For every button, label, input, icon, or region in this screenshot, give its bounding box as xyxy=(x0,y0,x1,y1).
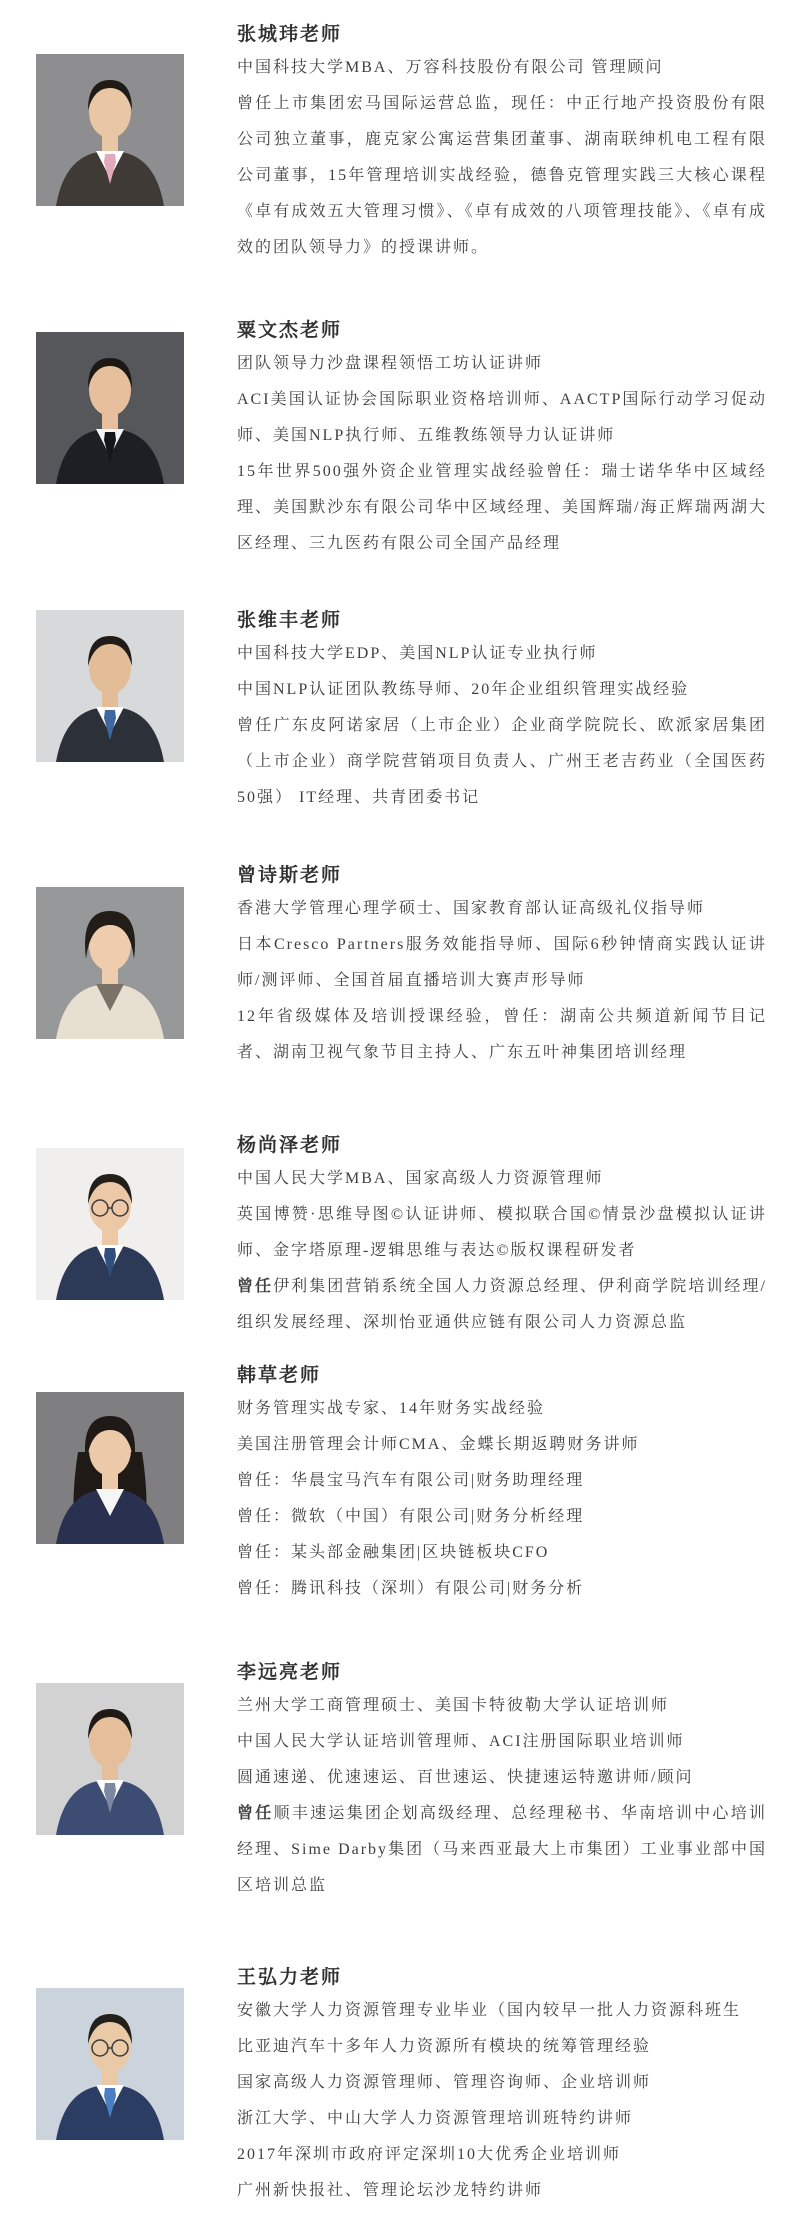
teacher-bio-paragraph: 英国博赞·思维导图©认证讲师、模拟联合国©情景沙盘模拟认证讲师、金字塔原理-逻辑思维与表达©版权课程研发者 xyxy=(237,1206,767,1259)
person-portrait-icon xyxy=(36,1148,184,1300)
teacher-bio-paragraph: 曾任伊利集团营销系统全国人力资源总经理、伊利商学院培训经理/组织发展经理、深圳怡亚通供应链有限公司人力资源总监 xyxy=(237,1278,767,1331)
teacher-bio-paragraph: 曾任上市集团宏马国际运营总监，现任：中正行地产投资股份有限公司独立董事，鹿克家公寓运营集团董事、湖南联绅机电工程有限公司董事，15年管理培训实战经验，德鲁克管理实践三大核心课程《卓有成效五大管理习惯》、《卓有成效的八项管理技能》、《卓有成效的团队领导力》的授课讲师。 xyxy=(237,95,767,256)
teacher-info xyxy=(237,1660,767,1904)
teacher-bio-paragraph: 比亚迪汽车十多年人力资源所有模块的统筹管理经验 xyxy=(237,2038,652,2055)
teacher-bio-paragraph: 中国科技大学MBA、万容科技股份有限公司 管理顾问 xyxy=(237,59,664,76)
teacher-bio-paragraph: 兰州大学工商管理硕士、美国卡特彼勒大学认证培训师 xyxy=(237,1697,670,1714)
teacher-bio-paragraph: 12年省级媒体及培训授课经验，曾任：湖南公共频道新闻节目记者、湖南卫视气象节目主持人、广东五叶神集团培训经理 xyxy=(237,1008,767,1061)
teacher-bio-paragraph: 国家高级人力资源管理师、管理咨询师、企业培训师 xyxy=(237,2074,652,2091)
teacher-bio-paragraph: 曾任广东皮阿诺家居（上市企业）企业商学院院长、欧派家居集团（上市企业）商学院营销项目负责人、广州王老吉药业（全国医药50强） IT经理、共青团委书记 xyxy=(237,717,767,806)
teacher-info xyxy=(237,1363,767,1607)
teacher-info xyxy=(237,318,767,562)
teacher-bio xyxy=(237,50,767,266)
teacher-bio-paragraph: 曾任：微软（中国）有限公司|财务分析经理 xyxy=(237,1508,585,1525)
teacher-bio-paragraph: 香港大学管理心理学硕士、国家教育部认证高级礼仪指导师 xyxy=(237,900,706,917)
teacher-bio-paragraph: 财务管理实战专家、14年财务实战经验 xyxy=(237,1400,546,1417)
teacher-bio xyxy=(237,1993,767,2209)
teacher-photo xyxy=(36,1988,184,2140)
teacher-name: 张城玮老师 xyxy=(237,24,343,45)
teacher-name: 韩草老师 xyxy=(237,1365,322,1386)
teacher-name: 李远亮老师 xyxy=(237,1662,343,1683)
teacher-bio-paragraph: ACI美国认证协会国际职业资格培训师、AACTP国际行动学习促动师、美国NLP执行师、五维教练领导力认证讲师 xyxy=(237,391,767,444)
teacher-bio-paragraph: 圆通速递、优速速运、百世速运、快捷速运特邀讲师/顾问 xyxy=(237,1769,694,1786)
teacher-bio-paragraph: 中国人民大学MBA、国家高级人力资源管理师 xyxy=(237,1170,604,1187)
teacher-bio-paragraph: 中国NLP认证团队教练导师、20年企业组织管理实战经验 xyxy=(237,681,690,698)
teacher-bio xyxy=(237,891,767,1071)
person-portrait-icon xyxy=(36,1683,184,1835)
teacher-bio-paragraph: 曾任：某头部金融集团|区块链板块CFO xyxy=(237,1544,550,1561)
teacher-photo xyxy=(36,1148,184,1300)
person-portrait-icon xyxy=(36,332,184,484)
teacher-bio-paragraph: 中国人民大学认证培训管理师、ACI注册国际职业培训师 xyxy=(237,1733,685,1750)
teacher-bio-paragraph: 安徽大学人力资源管理专业毕业（国内较早一批人力资源科班生 xyxy=(237,2002,742,2019)
teacher-photo xyxy=(36,1392,184,1544)
person-portrait-icon xyxy=(36,610,184,762)
teacher-bio xyxy=(237,1161,767,1341)
teacher-info xyxy=(237,22,767,266)
teacher-info xyxy=(237,1965,767,2209)
teacher-photo xyxy=(36,332,184,484)
person-portrait-icon xyxy=(36,887,184,1039)
person-portrait-icon xyxy=(36,54,184,206)
teacher-bio-paragraph: 浙江大学、中山大学人力资源管理培训班特约讲师 xyxy=(237,2110,634,2127)
teacher-name: 曾诗斯老师 xyxy=(237,865,343,886)
teacher-info xyxy=(237,863,767,1071)
teacher-name: 王弘力老师 xyxy=(237,1967,343,1988)
teacher-bio-paragraph: 广州新快报社、管理论坛沙龙特约讲师 xyxy=(237,2182,544,2199)
teacher-bio-paragraph: 团队领导力沙盘课程领悟工坊认证讲师 xyxy=(237,355,544,372)
teacher-name: 粟文杰老师 xyxy=(237,320,343,341)
teacher-bio-paragraph: 曾任：腾讯科技（深圳）有限公司|财务分析 xyxy=(237,1580,585,1597)
teacher-photo xyxy=(36,1683,184,1835)
teacher-bio xyxy=(237,1391,767,1607)
person-portrait-icon xyxy=(36,1988,184,2140)
teacher-bio-paragraph: 15年世界500强外资企业管理实战经验曾任：瑞士诺华华中区域经理、美国默沙东有限公司华中区域经理、美国辉瑞/海正辉瑞两湖大区经理、三九医药有限公司全国产品经理 xyxy=(237,463,767,552)
teacher-photo xyxy=(36,54,184,206)
teacher-name: 杨尚泽老师 xyxy=(237,1135,343,1156)
teacher-bio-paragraph: 日本Cresco Partners服务效能指导师、国际6秒钟情商实践认证讲师/测评师、全国首届直播培训大赛声形导师 xyxy=(237,936,767,989)
teacher-photo xyxy=(36,887,184,1039)
teacher-bio xyxy=(237,1688,767,1904)
teacher-bio xyxy=(237,346,767,562)
teacher-info xyxy=(237,608,767,816)
teacher-bio xyxy=(237,636,767,816)
teacher-photo xyxy=(36,610,184,762)
teacher-name: 张维丰老师 xyxy=(237,610,343,631)
teacher-bio-paragraph: 曾任：华晨宝马汽车有限公司|财务助理经理 xyxy=(237,1472,585,1489)
teacher-info xyxy=(237,1133,767,1341)
teacher-bio-paragraph: 中国科技大学EDP、美国NLP认证专业执行师 xyxy=(237,645,598,662)
teacher-bio-paragraph: 美国注册管理会计师CMA、金蝶长期返聘财务讲师 xyxy=(237,1436,640,1453)
teacher-bio-paragraph: 曾任顺丰速运集团企划高级经理、总经理秘书、华南培训中心培训经理、Sime Darby集团（马来西亚最大上市集团）工业事业部中国区培训总监 xyxy=(237,1805,767,1894)
person-portrait-icon xyxy=(36,1392,184,1544)
teacher-bio-paragraph: 2017年深圳市政府评定深圳10大优秀企业培训师 xyxy=(237,2146,622,2163)
